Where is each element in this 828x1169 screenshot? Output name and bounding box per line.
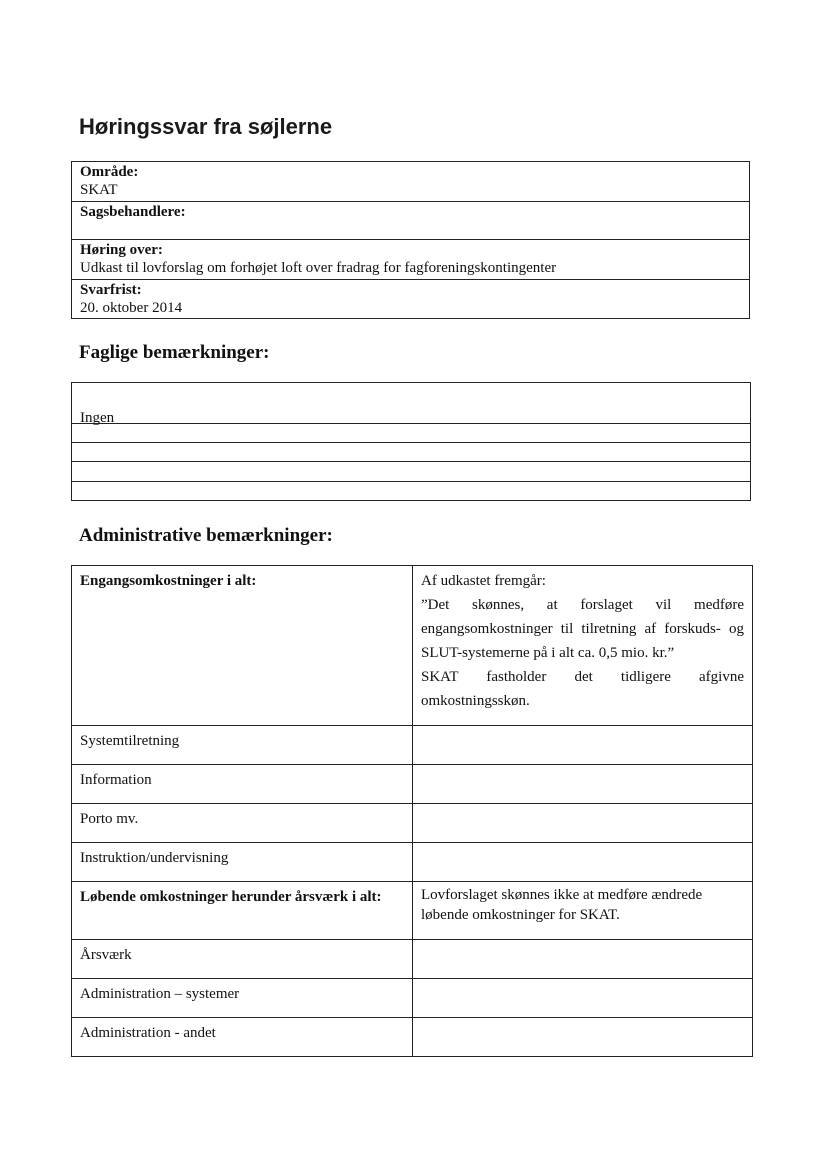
faglige-text: Ingen: [80, 410, 115, 426]
administrative-heading: Administrative bemærkninger:: [79, 525, 333, 546]
table-row: [72, 566, 753, 726]
table-row: [72, 726, 753, 765]
table-row: [72, 882, 753, 940]
handlers-value: [80, 221, 741, 240]
administrative-table: [71, 565, 753, 1057]
faglige-box: [71, 382, 751, 501]
table-row: [72, 765, 753, 804]
table-row: [72, 804, 753, 843]
hearing-label: Høring over:: [80, 242, 163, 258]
cost-value-cell: [413, 726, 753, 765]
hearing-row: [72, 240, 749, 280]
divider: [72, 461, 750, 462]
cost-label-cell: Administration – systemer: [72, 979, 413, 1018]
cost-label-cell: Engangsomkostninger i alt:: [72, 566, 413, 726]
cost-value-cell: [413, 804, 753, 843]
divider: [72, 481, 750, 482]
cost-value-cell: [413, 1018, 753, 1057]
cost-label-cell: Porto mv.: [72, 804, 413, 843]
table-row: [72, 843, 753, 882]
table-row: [72, 979, 753, 1018]
hearing-value: Udkast til lovforslag om forhøjet loft over fradrag for fagforeningskontingenter: [80, 260, 557, 276]
cost-label-cell: Årsværk: [72, 940, 413, 979]
divider: [72, 423, 750, 424]
table-row: [72, 1018, 753, 1057]
cost-label-cell: Administration - andet: [72, 1018, 413, 1057]
faglige-heading: Faglige bemærkninger:: [79, 342, 270, 363]
deadline-row: [72, 280, 749, 318]
handlers-row: [72, 202, 749, 240]
deadline-value: 20. oktober 2014: [80, 300, 183, 316]
area-row: [72, 162, 749, 202]
area-label: Område:: [80, 164, 139, 180]
cost-value-cell: [413, 765, 753, 804]
cost-label-cell: Systemtilretning: [72, 726, 413, 765]
case-info-box: [71, 161, 750, 319]
cost-label-cell: Information: [72, 765, 413, 804]
cost-value-cell: [413, 940, 753, 979]
document-title: Høringssvar fra søjlerne: [79, 114, 333, 139]
divider: [72, 442, 750, 443]
area-value: SKAT: [80, 182, 118, 198]
handlers-label: Sagsbehandlere:: [80, 204, 186, 220]
deadline-label: Svarfrist:: [80, 282, 142, 298]
cost-label-cell: Løbende omkostninger herunder årsværk i alt:: [72, 882, 413, 940]
table-row: [72, 940, 753, 979]
cost-value-cell: [413, 843, 753, 882]
cost-label-cell: Instruktion/undervisning: [72, 843, 413, 882]
cost-value-cell: [413, 979, 753, 1018]
cost-value-cell: Lovforslaget skønnes ikke at medføre ændrede løbende omkostninger for SKAT.: [413, 882, 753, 940]
cost-value-cell: Af udkastet fremgår: ”Det skønnes, at forslaget vil medføre engangsomkostninger til tilretning af forskuds- og SLUT-systemerne på i alt ca. 0,5 mio. kr.” SKAT fastholder det tidligere afgivne omkostningsskøn.: [413, 566, 753, 726]
